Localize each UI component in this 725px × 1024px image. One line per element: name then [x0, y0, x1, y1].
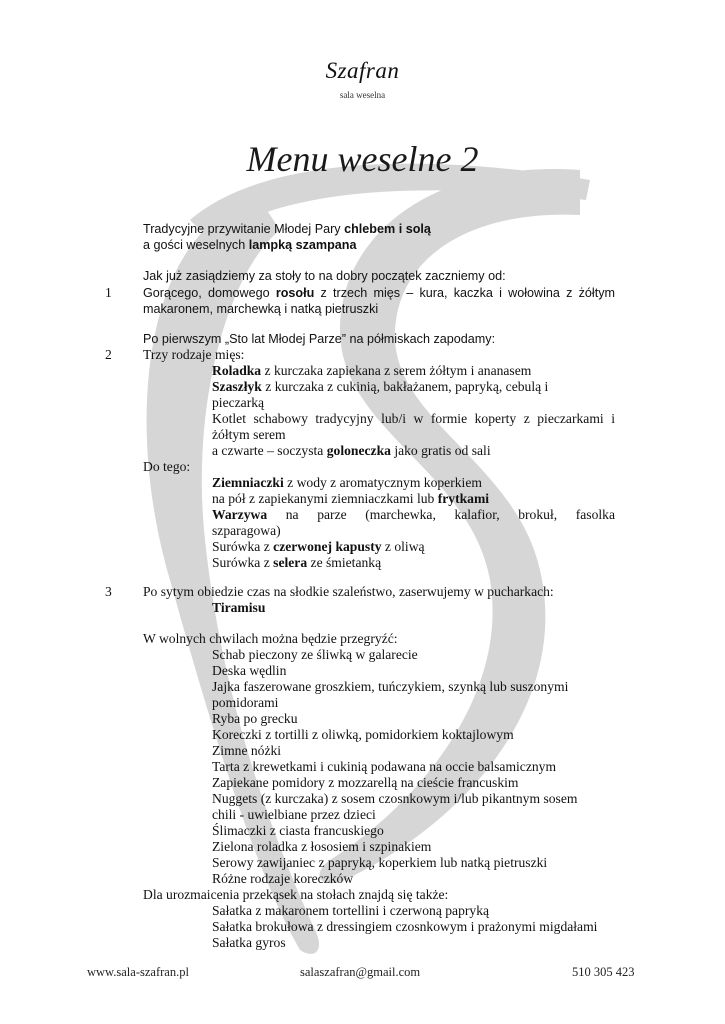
footer-website[interactable]: www.sala-szafran.pl — [87, 965, 189, 979]
bold-text: czerwonej kapusty — [273, 539, 382, 554]
text: a czwarte – soczysta — [212, 443, 327, 458]
text: na parze (marchewka, kalafior, brokuł, fasolka — [267, 507, 615, 522]
meat-item-cont: pieczarką — [212, 395, 265, 410]
meat-item — [212, 379, 548, 395]
text: z oliwą — [381, 539, 425, 554]
salad-item: Sałatka brokułowa z dressingiem czosnkowym i prażonymi migdałami — [212, 919, 598, 934]
text: Surówka z — [212, 555, 274, 570]
intro-line-1 — [143, 221, 431, 237]
snack-item: Tarta z krewetkami i cukinią podawana na occie balsamicznym — [212, 759, 557, 774]
side-item — [212, 491, 489, 507]
meat-item — [212, 443, 491, 459]
snack-item: Schab pieczony ze śliwką w galarecie — [212, 647, 418, 662]
menu-title: Menu weselne 2 — [246, 139, 479, 179]
section1-number: 1 — [105, 285, 112, 300]
snack-item: Deska wędlin — [212, 663, 287, 678]
snack-item: Ryba po grecku — [212, 711, 298, 726]
section3-lead: Po sytym obiedzie czas na słodkie szaleństwo, zaserwujemy w pucharkach: — [143, 584, 554, 599]
snack-item: Zimne nóżki — [212, 743, 282, 758]
side-item — [212, 539, 425, 555]
snack-item: Różne rodzaje koreczków — [212, 871, 354, 886]
snack-item-cont: pomidorami — [212, 695, 279, 710]
text: z kurczaka z cukinią, bakłażanem, papryką, cebulą i — [261, 379, 549, 394]
bold-text: Ziemniaczki — [212, 475, 284, 490]
intro-line-2 — [143, 237, 357, 253]
meat-item — [212, 363, 531, 379]
text: Surówka z — [212, 539, 274, 554]
bold-text: goloneczka — [326, 443, 391, 458]
brand-name: Szafran — [325, 58, 400, 83]
section1-lead: Jak już zasiądziemy za stoły to na dobry początek zaczniemy od: — [143, 269, 506, 283]
side-item — [212, 475, 482, 491]
salad-item: Sałatka gyros — [212, 935, 286, 950]
meat-item-cont: żółtym serem — [212, 427, 286, 442]
brand-subtitle: sala weselna — [339, 90, 386, 100]
bold-text: rosołu — [275, 286, 315, 300]
intro-text: Tradycyjne przywitanie Młodej Pary — [143, 222, 345, 236]
section3-number: 3 — [105, 584, 112, 599]
intro-text: a gości weselnych — [143, 238, 249, 252]
snack-item: Zielona roladka z łososiem i szpinakiem — [212, 839, 432, 854]
text: na pół z zapiekanymi ziemniaczkami lub — [212, 491, 438, 506]
bold-text: Warzywa — [212, 507, 268, 522]
snack-item: Zapiekane pomidory z mozzarellą na cieście francuskim — [212, 775, 519, 790]
text: Gorącego, domowego — [143, 286, 276, 300]
snack-item-cont: chili - uwielbiane przez dzieci — [212, 807, 376, 822]
intro-bold: chlebem i solą — [344, 222, 431, 236]
section2-number: 2 — [105, 347, 112, 362]
text: ze śmietanką — [307, 555, 382, 570]
salads-lead: Dla urozmaicenia przekąsek na stołach znajdą się także: — [143, 887, 449, 902]
bold-text: frytkami — [437, 491, 490, 506]
text: z wody z aromatycznym koperkiem — [283, 475, 482, 490]
snack-item: Jajka faszerowane groszkiem, tuńczykiem, szynką lub suszonymi — [212, 679, 569, 694]
text: jako gratis od sali — [390, 443, 491, 458]
side-item — [212, 555, 381, 571]
side-item-cont: szparagowa) — [212, 523, 281, 538]
meat-item: Kotlet schabowy tradycyjny lub/i w formie koperty z pieczarkami i — [212, 411, 615, 426]
sides-label: Do tego: — [143, 459, 191, 474]
text: z kurczaka zapiekana z serem żółtym i ananasem — [261, 363, 532, 378]
footer-phone: 510 305 423 — [572, 965, 635, 979]
snack-item: Serowy zawijaniec z papryką, koperkiem lub natką pietruszki — [212, 855, 548, 870]
footer-email[interactable]: salaszafran@gmail.com — [300, 965, 421, 979]
meats-label: Trzy rodzaje mięs: — [143, 347, 245, 362]
salad-item: Sałatka z makaronem tortellini i czerwoną papryką — [212, 903, 490, 918]
bold-text: selera — [273, 555, 308, 570]
snack-item: Nuggets (z kurczaka) z sosem czosnkowym i/lub pikantnym sosem — [212, 791, 578, 806]
section2-lead: Po pierwszym „Sto lat Młodej Parze” na półmiskach zapodamy: — [143, 332, 496, 346]
snack-item: Ślimaczki z ciasta francuskiego — [212, 823, 384, 838]
intro-bold: lampką szampana — [248, 238, 357, 252]
bold-text: Roladka — [212, 363, 262, 378]
snacks-lead: W wolnych chwilach można będzie przegryźć: — [143, 631, 398, 646]
side-item — [212, 507, 615, 523]
bold-text: Szaszłyk — [212, 379, 262, 394]
section1-line-2: makaronem, marchewką i natką pietruszki — [143, 302, 379, 316]
snack-item: Koreczki z tortilli z oliwką, pomidorkiem koktajlowym — [212, 727, 514, 742]
section1-line-1 — [143, 285, 615, 301]
text: z trzech mięs – kura, kaczka i wołowina z żółtym — [314, 286, 615, 300]
dessert-item: Tiramisu — [212, 600, 266, 615]
